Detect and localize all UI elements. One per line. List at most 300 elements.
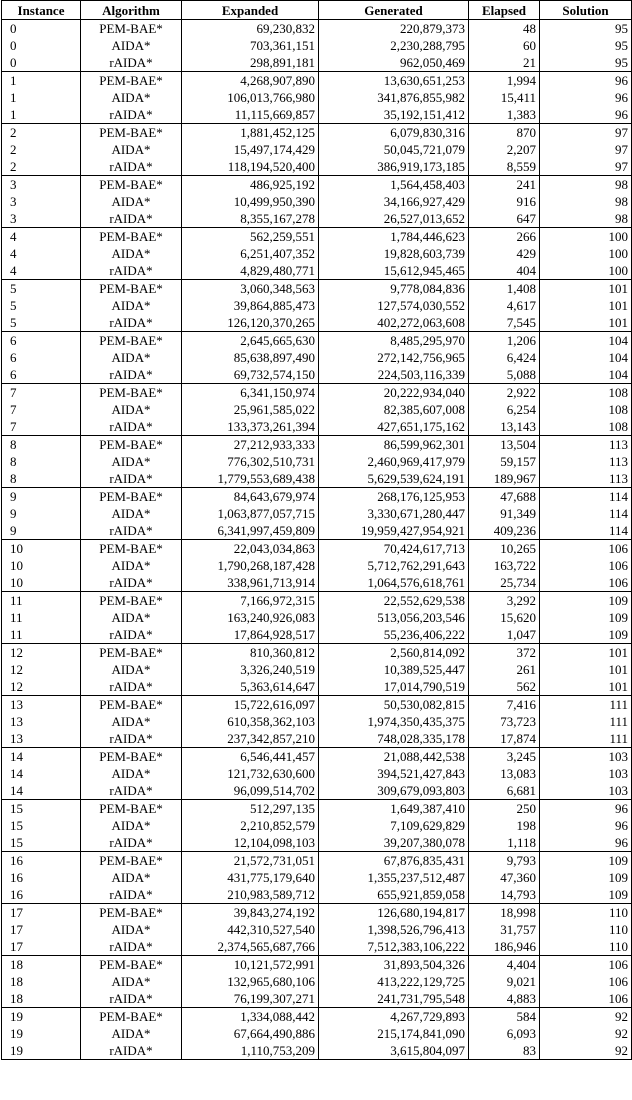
cell-solution: 95 xyxy=(540,54,632,72)
cell-generated: 394,521,427,843 xyxy=(319,765,469,782)
table-row xyxy=(2,1008,632,1026)
cell-elapsed: 2,922 xyxy=(469,384,540,402)
cell-solution: 92 xyxy=(540,1008,632,1026)
cell-elapsed: 6,093 xyxy=(469,1025,540,1042)
table-row xyxy=(2,210,632,228)
cell-algorithm: PEM-BAE* xyxy=(81,1008,182,1026)
cell-instance: 1 xyxy=(2,89,81,106)
cell-solution: 96 xyxy=(540,834,632,852)
cell-expanded: 4,268,907,890 xyxy=(182,72,319,90)
cell-expanded: 10,121,572,991 xyxy=(182,956,319,974)
table-row xyxy=(2,297,632,314)
cell-generated: 1,974,350,435,375 xyxy=(319,713,469,730)
cell-elapsed: 404 xyxy=(469,262,540,280)
cell-solution: 106 xyxy=(540,540,632,558)
table-row xyxy=(2,574,632,592)
table-row xyxy=(2,37,632,54)
cell-expanded: 22,043,034,863 xyxy=(182,540,319,558)
cell-solution: 101 xyxy=(540,661,632,678)
table-row xyxy=(2,696,632,714)
cell-generated: 1,064,576,618,761 xyxy=(319,574,469,592)
cell-instance: 12 xyxy=(2,644,81,662)
cell-expanded: 703,361,151 xyxy=(182,37,319,54)
cell-instance: 3 xyxy=(2,176,81,194)
cell-expanded: 5,363,614,647 xyxy=(182,678,319,696)
cell-elapsed: 409,236 xyxy=(469,522,540,540)
cell-solution: 106 xyxy=(540,973,632,990)
cell-expanded: 1,063,877,057,715 xyxy=(182,505,319,522)
cell-instance: 17 xyxy=(2,921,81,938)
cell-instance: 3 xyxy=(2,210,81,228)
cell-expanded: 25,961,585,022 xyxy=(182,401,319,418)
cell-generated: 220,879,373 xyxy=(319,20,469,38)
cell-generated: 50,530,082,815 xyxy=(319,696,469,714)
cell-expanded: 21,572,731,051 xyxy=(182,852,319,870)
cell-generated: 13,630,651,253 xyxy=(319,72,469,90)
table-row xyxy=(2,262,632,280)
cell-algorithm: PEM-BAE* xyxy=(81,540,182,558)
cell-generated: 5,629,539,624,191 xyxy=(319,470,469,488)
table-row xyxy=(2,661,632,678)
cell-elapsed: 47,688 xyxy=(469,488,540,506)
cell-solution: 92 xyxy=(540,1042,632,1060)
cell-generated: 2,460,969,417,979 xyxy=(319,453,469,470)
cell-expanded: 1,110,753,209 xyxy=(182,1042,319,1060)
cell-algorithm: AIDA* xyxy=(81,973,182,990)
cell-generated: 413,222,129,725 xyxy=(319,973,469,990)
cell-solution: 111 xyxy=(540,730,632,748)
cell-algorithm: PEM-BAE* xyxy=(81,72,182,90)
cell-algorithm: AIDA* xyxy=(81,713,182,730)
cell-expanded: 2,210,852,579 xyxy=(182,817,319,834)
cell-algorithm: PEM-BAE* xyxy=(81,904,182,922)
cell-algorithm: AIDA* xyxy=(81,765,182,782)
cell-instance: 10 xyxy=(2,557,81,574)
table-row xyxy=(2,557,632,574)
cell-generated: 3,330,671,280,447 xyxy=(319,505,469,522)
cell-elapsed: 372 xyxy=(469,644,540,662)
cell-solution: 100 xyxy=(540,245,632,262)
table-row xyxy=(2,921,632,938)
table-row xyxy=(2,228,632,246)
cell-instance: 15 xyxy=(2,834,81,852)
cell-expanded: 96,099,514,702 xyxy=(182,782,319,800)
header-instance: Instance xyxy=(2,1,81,20)
cell-elapsed: 6,254 xyxy=(469,401,540,418)
cell-instance: 3 xyxy=(2,193,81,210)
cell-algorithm: rAIDA* xyxy=(81,938,182,956)
cell-instance: 4 xyxy=(2,245,81,262)
cell-generated: 9,778,084,836 xyxy=(319,280,469,298)
cell-expanded: 1,334,088,442 xyxy=(182,1008,319,1026)
table-row xyxy=(2,384,632,402)
cell-algorithm: PEM-BAE* xyxy=(81,488,182,506)
cell-elapsed: 562 xyxy=(469,678,540,696)
cell-solution: 97 xyxy=(540,124,632,142)
table-row xyxy=(2,782,632,800)
cell-generated: 386,919,173,185 xyxy=(319,158,469,176)
cell-generated: 241,731,795,548 xyxy=(319,990,469,1008)
cell-instance: 11 xyxy=(2,626,81,644)
cell-expanded: 6,546,441,457 xyxy=(182,748,319,766)
cell-expanded: 1,790,268,187,428 xyxy=(182,557,319,574)
cell-instance: 19 xyxy=(2,1025,81,1042)
cell-expanded: 15,722,616,097 xyxy=(182,696,319,714)
cell-generated: 402,272,063,608 xyxy=(319,314,469,332)
cell-instance: 11 xyxy=(2,609,81,626)
cell-elapsed: 6,424 xyxy=(469,349,540,366)
cell-solution: 109 xyxy=(540,852,632,870)
cell-algorithm: AIDA* xyxy=(81,557,182,574)
cell-elapsed: 7,545 xyxy=(469,314,540,332)
cell-elapsed: 584 xyxy=(469,1008,540,1026)
cell-instance: 1 xyxy=(2,72,81,90)
cell-expanded: 163,240,926,083 xyxy=(182,609,319,626)
cell-elapsed: 15,620 xyxy=(469,609,540,626)
cell-instance: 9 xyxy=(2,522,81,540)
table-row xyxy=(2,20,632,38)
cell-generated: 8,485,295,970 xyxy=(319,332,469,350)
cell-elapsed: 1,994 xyxy=(469,72,540,90)
cell-generated: 2,560,814,092 xyxy=(319,644,469,662)
cell-solution: 104 xyxy=(540,349,632,366)
cell-elapsed: 21 xyxy=(469,54,540,72)
cell-expanded: 39,843,274,192 xyxy=(182,904,319,922)
cell-solution: 109 xyxy=(540,886,632,904)
cell-generated: 7,512,383,106,222 xyxy=(319,938,469,956)
cell-algorithm: rAIDA* xyxy=(81,106,182,124)
cell-generated: 215,174,841,090 xyxy=(319,1025,469,1042)
cell-elapsed: 13,504 xyxy=(469,436,540,454)
cell-solution: 97 xyxy=(540,141,632,158)
cell-expanded: 8,355,167,278 xyxy=(182,210,319,228)
cell-elapsed: 3,292 xyxy=(469,592,540,610)
cell-elapsed: 916 xyxy=(469,193,540,210)
cell-algorithm: rAIDA* xyxy=(81,210,182,228)
cell-instance: 11 xyxy=(2,592,81,610)
cell-generated: 4,267,729,893 xyxy=(319,1008,469,1026)
cell-expanded: 67,664,490,886 xyxy=(182,1025,319,1042)
cell-expanded: 69,732,574,150 xyxy=(182,366,319,384)
cell-generated: 1,649,387,410 xyxy=(319,800,469,818)
cell-elapsed: 266 xyxy=(469,228,540,246)
cell-generated: 341,876,855,982 xyxy=(319,89,469,106)
cell-instance: 13 xyxy=(2,730,81,748)
cell-solution: 92 xyxy=(540,1025,632,1042)
cell-elapsed: 1,047 xyxy=(469,626,540,644)
cell-solution: 113 xyxy=(540,436,632,454)
cell-solution: 96 xyxy=(540,72,632,90)
cell-algorithm: rAIDA* xyxy=(81,678,182,696)
table-row xyxy=(2,280,632,298)
cell-expanded: 6,341,150,974 xyxy=(182,384,319,402)
cell-generated: 20,222,934,040 xyxy=(319,384,469,402)
cell-solution: 101 xyxy=(540,297,632,314)
cell-instance: 18 xyxy=(2,973,81,990)
cell-solution: 110 xyxy=(540,921,632,938)
table-row xyxy=(2,956,632,974)
cell-elapsed: 91,349 xyxy=(469,505,540,522)
cell-instance: 0 xyxy=(2,37,81,54)
table-row xyxy=(2,904,632,922)
cell-solution: 113 xyxy=(540,470,632,488)
table-row xyxy=(2,938,632,956)
cell-elapsed: 9,021 xyxy=(469,973,540,990)
cell-expanded: 486,925,192 xyxy=(182,176,319,194)
cell-solution: 98 xyxy=(540,176,632,194)
table-row xyxy=(2,470,632,488)
table-row xyxy=(2,817,632,834)
cell-expanded: 512,297,135 xyxy=(182,800,319,818)
cell-elapsed: 18,998 xyxy=(469,904,540,922)
cell-solution: 97 xyxy=(540,158,632,176)
cell-elapsed: 31,757 xyxy=(469,921,540,938)
cell-instance: 2 xyxy=(2,158,81,176)
cell-algorithm: AIDA* xyxy=(81,193,182,210)
cell-elapsed: 83 xyxy=(469,1042,540,1060)
cell-solution: 95 xyxy=(540,20,632,38)
cell-expanded: 298,891,181 xyxy=(182,54,319,72)
cell-generated: 82,385,607,008 xyxy=(319,401,469,418)
cell-expanded: 210,983,589,712 xyxy=(182,886,319,904)
cell-instance: 7 xyxy=(2,401,81,418)
cell-instance: 2 xyxy=(2,124,81,142)
cell-elapsed: 25,734 xyxy=(469,574,540,592)
cell-instance: 9 xyxy=(2,488,81,506)
table-row xyxy=(2,176,632,194)
cell-algorithm: PEM-BAE* xyxy=(81,20,182,38)
cell-generated: 127,574,030,552 xyxy=(319,297,469,314)
cell-elapsed: 1,206 xyxy=(469,332,540,350)
cell-generated: 15,612,945,465 xyxy=(319,262,469,280)
cell-generated: 3,615,804,097 xyxy=(319,1042,469,1060)
cell-algorithm: rAIDA* xyxy=(81,626,182,644)
cell-algorithm: PEM-BAE* xyxy=(81,280,182,298)
cell-generated: 268,176,125,953 xyxy=(319,488,469,506)
cell-elapsed: 4,883 xyxy=(469,990,540,1008)
cell-generated: 5,712,762,291,643 xyxy=(319,557,469,574)
cell-algorithm: rAIDA* xyxy=(81,834,182,852)
cell-instance: 4 xyxy=(2,262,81,280)
cell-algorithm: rAIDA* xyxy=(81,730,182,748)
cell-solution: 100 xyxy=(540,262,632,280)
cell-instance: 14 xyxy=(2,765,81,782)
header-expanded: Expanded xyxy=(182,1,319,20)
table-row xyxy=(2,1042,632,1060)
cell-algorithm: PEM-BAE* xyxy=(81,748,182,766)
cell-instance: 9 xyxy=(2,505,81,522)
cell-expanded: 133,373,261,394 xyxy=(182,418,319,436)
cell-generated: 17,014,790,519 xyxy=(319,678,469,696)
cell-expanded: 6,251,407,352 xyxy=(182,245,319,262)
cell-generated: 427,651,175,162 xyxy=(319,418,469,436)
cell-solution: 103 xyxy=(540,782,632,800)
cell-instance: 6 xyxy=(2,332,81,350)
cell-elapsed: 48 xyxy=(469,20,540,38)
cell-solution: 101 xyxy=(540,314,632,332)
cell-solution: 103 xyxy=(540,748,632,766)
cell-solution: 103 xyxy=(540,765,632,782)
cell-expanded: 776,302,510,731 xyxy=(182,453,319,470)
table-row xyxy=(2,453,632,470)
cell-elapsed: 15,411 xyxy=(469,89,540,106)
table-row xyxy=(2,158,632,176)
cell-elapsed: 870 xyxy=(469,124,540,142)
cell-elapsed: 13,083 xyxy=(469,765,540,782)
cell-solution: 101 xyxy=(540,280,632,298)
cell-generated: 126,680,194,817 xyxy=(319,904,469,922)
cell-algorithm: AIDA* xyxy=(81,921,182,938)
table-row xyxy=(2,592,632,610)
cell-expanded: 3,060,348,563 xyxy=(182,280,319,298)
header-elapsed: Elapsed xyxy=(469,1,540,20)
cell-generated: 6,079,830,316 xyxy=(319,124,469,142)
cell-algorithm: PEM-BAE* xyxy=(81,800,182,818)
cell-solution: 114 xyxy=(540,488,632,506)
cell-elapsed: 8,559 xyxy=(469,158,540,176)
cell-algorithm: AIDA* xyxy=(81,453,182,470)
cell-generated: 272,142,756,965 xyxy=(319,349,469,366)
cell-solution: 104 xyxy=(540,332,632,350)
cell-expanded: 69,230,832 xyxy=(182,20,319,38)
cell-algorithm: PEM-BAE* xyxy=(81,436,182,454)
cell-algorithm: rAIDA* xyxy=(81,314,182,332)
cell-generated: 224,503,116,339 xyxy=(319,366,469,384)
results-table xyxy=(1,0,632,1060)
cell-elapsed: 198 xyxy=(469,817,540,834)
cell-expanded: 4,829,480,771 xyxy=(182,262,319,280)
cell-generated: 7,109,629,829 xyxy=(319,817,469,834)
cell-expanded: 132,965,680,106 xyxy=(182,973,319,990)
cell-instance: 2 xyxy=(2,141,81,158)
cell-generated: 35,192,151,412 xyxy=(319,106,469,124)
cell-instance: 18 xyxy=(2,990,81,1008)
cell-algorithm: rAIDA* xyxy=(81,418,182,436)
cell-expanded: 85,638,897,490 xyxy=(182,349,319,366)
cell-elapsed: 2,207 xyxy=(469,141,540,158)
cell-solution: 96 xyxy=(540,800,632,818)
table-row xyxy=(2,800,632,818)
cell-generated: 1,564,458,403 xyxy=(319,176,469,194)
table-header xyxy=(2,1,632,20)
cell-elapsed: 47,360 xyxy=(469,869,540,886)
table-row xyxy=(2,609,632,626)
cell-algorithm: AIDA* xyxy=(81,245,182,262)
cell-elapsed: 14,793 xyxy=(469,886,540,904)
cell-generated: 86,599,962,301 xyxy=(319,436,469,454)
cell-generated: 1,398,526,796,413 xyxy=(319,921,469,938)
cell-solution: 108 xyxy=(540,401,632,418)
cell-algorithm: AIDA* xyxy=(81,297,182,314)
cell-expanded: 27,212,933,333 xyxy=(182,436,319,454)
cell-elapsed: 5,088 xyxy=(469,366,540,384)
cell-expanded: 237,342,857,210 xyxy=(182,730,319,748)
header-generated: Generated xyxy=(319,1,469,20)
table-row xyxy=(2,332,632,350)
cell-expanded: 338,961,713,914 xyxy=(182,574,319,592)
cell-algorithm: rAIDA* xyxy=(81,262,182,280)
cell-instance: 6 xyxy=(2,366,81,384)
cell-expanded: 126,120,370,265 xyxy=(182,314,319,332)
cell-algorithm: AIDA* xyxy=(81,89,182,106)
cell-instance: 15 xyxy=(2,800,81,818)
table-row xyxy=(2,522,632,540)
table-row xyxy=(2,1025,632,1042)
cell-expanded: 12,104,098,103 xyxy=(182,834,319,852)
cell-expanded: 106,013,766,980 xyxy=(182,89,319,106)
cell-expanded: 562,259,551 xyxy=(182,228,319,246)
cell-expanded: 84,643,679,974 xyxy=(182,488,319,506)
table-row xyxy=(2,505,632,522)
cell-expanded: 610,358,362,103 xyxy=(182,713,319,730)
cell-algorithm: PEM-BAE* xyxy=(81,124,182,142)
cell-expanded: 118,194,520,400 xyxy=(182,158,319,176)
cell-instance: 10 xyxy=(2,574,81,592)
cell-algorithm: AIDA* xyxy=(81,37,182,54)
cell-instance: 8 xyxy=(2,453,81,470)
table-row xyxy=(2,973,632,990)
cell-elapsed: 261 xyxy=(469,661,540,678)
cell-generated: 50,045,721,079 xyxy=(319,141,469,158)
cell-elapsed: 73,723 xyxy=(469,713,540,730)
cell-solution: 101 xyxy=(540,644,632,662)
cell-generated: 70,424,617,713 xyxy=(319,540,469,558)
cell-instance: 13 xyxy=(2,696,81,714)
cell-instance: 19 xyxy=(2,1008,81,1026)
cell-instance: 7 xyxy=(2,418,81,436)
cell-solution: 106 xyxy=(540,557,632,574)
cell-instance: 18 xyxy=(2,956,81,974)
table-row xyxy=(2,886,632,904)
cell-expanded: 1,779,553,689,438 xyxy=(182,470,319,488)
table-row xyxy=(2,349,632,366)
cell-algorithm: PEM-BAE* xyxy=(81,384,182,402)
cell-solution: 111 xyxy=(540,713,632,730)
cell-generated: 67,876,835,431 xyxy=(319,852,469,870)
cell-solution: 96 xyxy=(540,106,632,124)
table-body xyxy=(2,20,632,1060)
cell-algorithm: rAIDA* xyxy=(81,574,182,592)
cell-expanded: 10,499,950,390 xyxy=(182,193,319,210)
cell-instance: 7 xyxy=(2,384,81,402)
cell-generated: 31,893,504,326 xyxy=(319,956,469,974)
cell-elapsed: 186,946 xyxy=(469,938,540,956)
cell-algorithm: AIDA* xyxy=(81,349,182,366)
cell-solution: 114 xyxy=(540,522,632,540)
cell-algorithm: AIDA* xyxy=(81,869,182,886)
cell-generated: 2,230,288,795 xyxy=(319,37,469,54)
cell-algorithm: PEM-BAE* xyxy=(81,852,182,870)
cell-instance: 16 xyxy=(2,886,81,904)
cell-generated: 55,236,406,222 xyxy=(319,626,469,644)
table-row xyxy=(2,124,632,142)
cell-elapsed: 163,722 xyxy=(469,557,540,574)
cell-algorithm: rAIDA* xyxy=(81,366,182,384)
cell-expanded: 7,166,972,315 xyxy=(182,592,319,610)
cell-generated: 26,527,013,652 xyxy=(319,210,469,228)
table-row xyxy=(2,245,632,262)
header-row xyxy=(2,1,632,20)
table-row xyxy=(2,990,632,1008)
cell-elapsed: 647 xyxy=(469,210,540,228)
table-row xyxy=(2,765,632,782)
cell-elapsed: 429 xyxy=(469,245,540,262)
cell-elapsed: 17,874 xyxy=(469,730,540,748)
cell-elapsed: 1,118 xyxy=(469,834,540,852)
cell-generated: 1,355,237,512,487 xyxy=(319,869,469,886)
cell-instance: 5 xyxy=(2,297,81,314)
cell-solution: 113 xyxy=(540,453,632,470)
